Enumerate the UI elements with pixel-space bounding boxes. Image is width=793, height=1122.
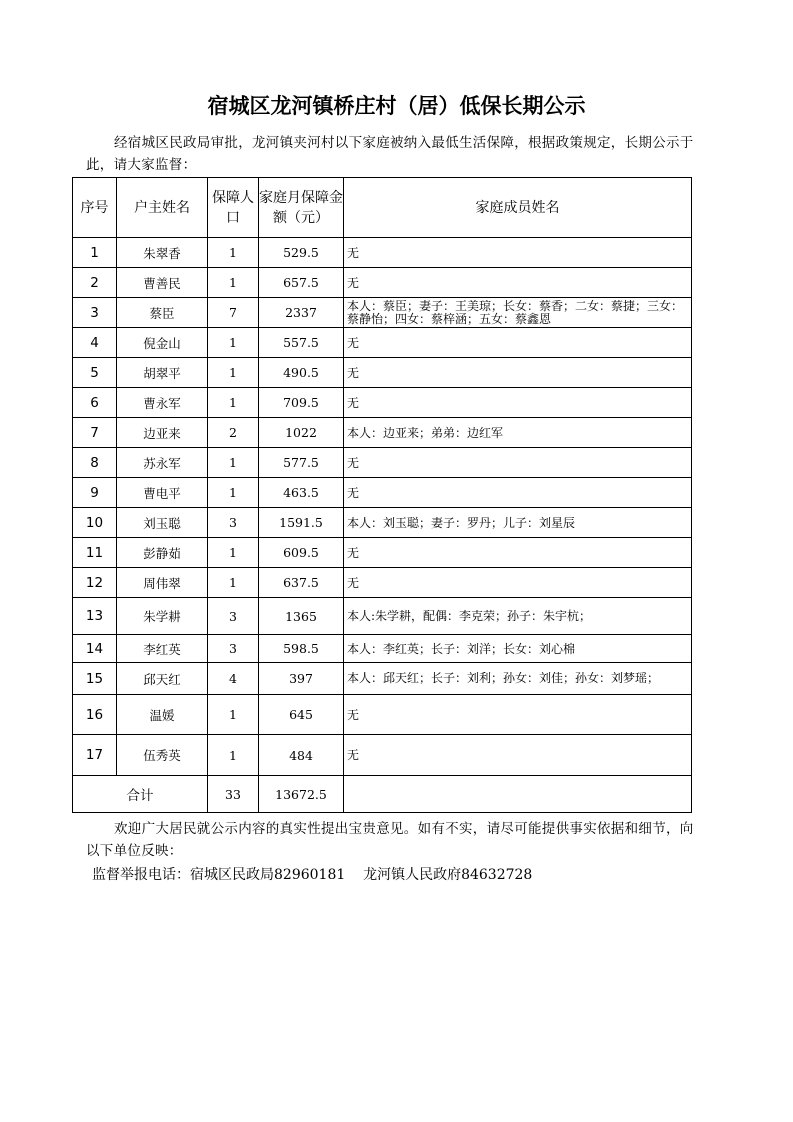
row-name: 曹电平 (117, 478, 208, 508)
intro-paragraph: 经宿城区民政局审批，龙河镇夹河村以下家庭被纳入最低生活保障，根据政策规定，长期公示于此，请大家监督： (86, 135, 694, 173)
table-total-row (73, 776, 692, 813)
row-members: 无 (344, 568, 692, 598)
row-people: 4 (208, 663, 259, 695)
row-members-cell (344, 298, 692, 328)
row-members: 无 (344, 328, 692, 358)
table-row (73, 268, 692, 298)
row-name: 边亚来 (117, 418, 208, 448)
row-amount: 657.5 (259, 268, 344, 298)
row-members: 本人：边亚来；弟弟：边红军 (344, 418, 692, 448)
row-index: 12 (73, 568, 117, 598)
row-amount: 2337 (259, 298, 344, 328)
row-people: 7 (208, 298, 259, 328)
row-name: 李红英 (117, 635, 208, 663)
row-amount: 1365 (259, 598, 344, 635)
table-row (73, 735, 692, 776)
row-members: 本人:朱学耕，配偶：李克荣；孙子：朱宇杭； (344, 598, 692, 635)
total-amount: 13672.5 (259, 776, 344, 813)
table-row (73, 508, 692, 538)
row-amount: 1022 (259, 418, 344, 448)
header-members: 家庭成员姓名 (344, 178, 692, 238)
row-name: 刘玉聪 (117, 508, 208, 538)
row-index: 9 (73, 478, 117, 508)
row-name: 周伟翠 (117, 568, 208, 598)
row-people: 1 (208, 268, 259, 298)
row-index: 7 (73, 418, 117, 448)
page-title: 宿城区龙河镇桥庄村（居）低保长期公示 (207, 94, 586, 118)
row-amount: 463.5 (259, 478, 344, 508)
row-amount: 557.5 (259, 328, 344, 358)
row-index: 14 (73, 635, 117, 663)
table-row (73, 418, 692, 448)
row-amount: 645 (259, 695, 344, 735)
row-people: 1 (208, 695, 259, 735)
row-index: 15 (73, 663, 117, 695)
row-name: 朱翠香 (117, 238, 208, 268)
row-members: 本人：蔡臣；妻子：王美琼；长女：蔡香；二女：蔡捷；三女：蔡静怡；四女：蔡梓涵；五女：蔡鑫恩 (347, 299, 684, 326)
row-amount: 1591.5 (259, 508, 344, 538)
table-row (73, 478, 692, 508)
table-row (73, 695, 692, 735)
header-people: 保障人口 (208, 178, 259, 238)
contact-town-gov: 龙河镇人民政府84632728 (363, 867, 533, 883)
row-members: 本人：刘玉聪；妻子：罗丹；儿子：刘星辰 (344, 508, 692, 538)
row-name: 胡翠平 (117, 358, 208, 388)
row-name: 伍秀英 (117, 735, 208, 776)
subsidy-table (72, 177, 692, 813)
row-people: 3 (208, 598, 259, 635)
row-index: 11 (73, 538, 117, 568)
row-people: 3 (208, 508, 259, 538)
row-name: 苏永军 (117, 448, 208, 478)
header-index: 序号 (73, 178, 117, 238)
row-amount: 598.5 (259, 635, 344, 663)
row-index: 1 (73, 238, 117, 268)
row-people: 1 (208, 388, 259, 418)
contact-label: 监督举报电话： (92, 867, 190, 883)
row-index: 16 (73, 695, 117, 735)
row-amount: 484 (259, 735, 344, 776)
table-row (73, 568, 692, 598)
row-amount: 609.5 (259, 538, 344, 568)
table-row (73, 598, 692, 635)
row-people: 1 (208, 238, 259, 268)
total-label: 合计 (73, 776, 208, 813)
row-index: 4 (73, 328, 117, 358)
row-people: 1 (208, 358, 259, 388)
row-people: 1 (208, 538, 259, 568)
table-row (73, 238, 692, 268)
table-row (73, 358, 692, 388)
row-members: 无 (344, 478, 692, 508)
row-index: 17 (73, 735, 117, 776)
total-people: 33 (208, 776, 259, 813)
row-people: 2 (208, 418, 259, 448)
total-members-empty (344, 776, 692, 813)
table-row (73, 328, 692, 358)
row-name: 朱学耕 (117, 598, 208, 635)
row-members: 无 (344, 238, 692, 268)
row-index: 3 (73, 298, 117, 328)
row-members: 无 (344, 268, 692, 298)
row-name: 蔡臣 (117, 298, 208, 328)
row-name: 倪金山 (117, 328, 208, 358)
header-head-name: 户主姓名 (117, 178, 208, 238)
table-row (73, 298, 692, 328)
row-amount: 529.5 (259, 238, 344, 268)
row-index: 6 (73, 388, 117, 418)
table-row (73, 663, 692, 695)
row-amount: 397 (259, 663, 344, 695)
row-amount: 637.5 (259, 568, 344, 598)
table-row (73, 448, 692, 478)
table-row (73, 538, 692, 568)
outro-paragraph: 欢迎广大居民就公示内容的真实性提出宝贵意见。如有不实，请尽可能提供事实依据和细节，向以下单位反映： (86, 821, 694, 859)
row-people: 1 (208, 478, 259, 508)
row-name: 彭静茹 (117, 538, 208, 568)
row-people: 3 (208, 635, 259, 663)
row-amount: 490.5 (259, 358, 344, 388)
row-amount: 577.5 (259, 448, 344, 478)
row-people: 1 (208, 328, 259, 358)
row-members: 无 (344, 695, 692, 735)
row-amount: 709.5 (259, 388, 344, 418)
row-members: 无 (344, 358, 692, 388)
row-name: 曹永军 (117, 388, 208, 418)
row-members-cell (344, 663, 692, 695)
table-row (73, 388, 692, 418)
row-name: 曹善民 (117, 268, 208, 298)
contact-civil-affairs: 宿城区民政局82960181 (190, 867, 346, 883)
row-people: 1 (208, 735, 259, 776)
row-index: 13 (73, 598, 117, 635)
row-people: 1 (208, 568, 259, 598)
row-members: 无 (344, 735, 692, 776)
row-members: 无 (344, 448, 692, 478)
row-index: 2 (73, 268, 117, 298)
row-members: 本人：邱天红；长子：刘利；孙女：刘佳；孙女：刘梦瑶； (347, 672, 660, 685)
row-index: 10 (73, 508, 117, 538)
contact-line (92, 864, 532, 884)
row-index: 5 (73, 358, 117, 388)
row-index: 8 (73, 448, 117, 478)
row-people: 1 (208, 448, 259, 478)
row-members: 本人：李红英；长子：刘洋；长女：刘心棉 (344, 635, 692, 663)
table-row (73, 635, 692, 663)
header-amount: 家庭月保障金额（元） (259, 178, 344, 238)
row-name: 温媛 (117, 695, 208, 735)
row-name: 邱天红 (117, 663, 208, 695)
row-members: 无 (344, 538, 692, 568)
table-header-row (73, 178, 692, 238)
row-members: 无 (344, 388, 692, 418)
